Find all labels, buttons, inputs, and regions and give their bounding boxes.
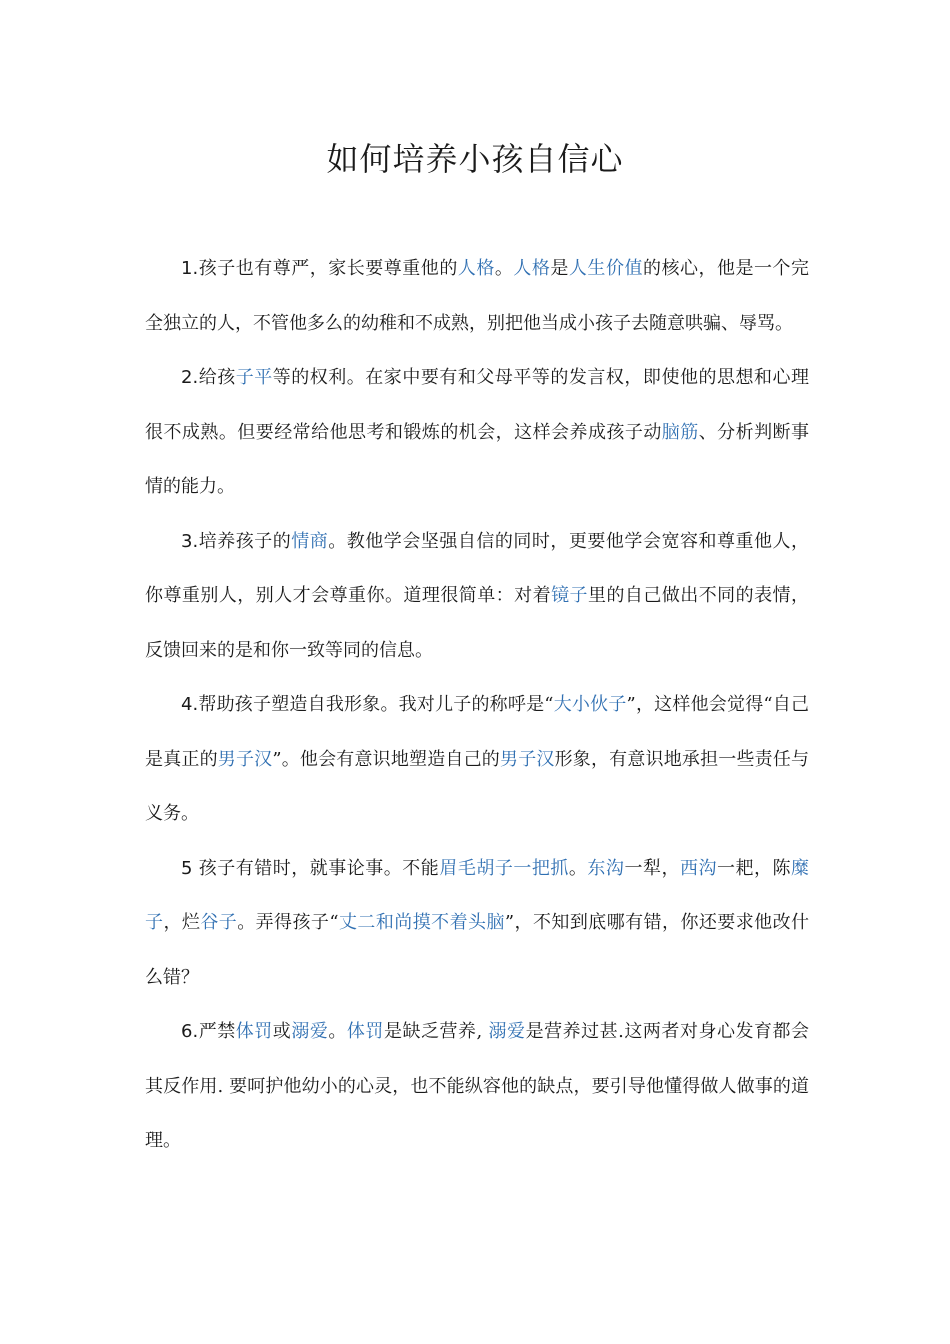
item-number: 6. — [181, 1021, 199, 1042]
keyword-link[interactable]: 子平 — [235, 367, 273, 388]
keyword-link[interactable]: 体罚 — [235, 1021, 273, 1042]
keyword-link[interactable]: 人格 — [457, 258, 495, 279]
keyword-link[interactable]: 丈二和尚摸不着头脑 — [338, 912, 505, 933]
paragraph-text: 、分析判断事情的能力。 — [145, 421, 810, 497]
item-number: 5 — [181, 857, 199, 879]
keyword-link[interactable]: 糜子 — [145, 857, 810, 933]
paragraph-3 — [145, 515, 809, 679]
keyword-link[interactable]: 男子汉 — [217, 748, 273, 770]
paragraph-5 — [145, 842, 809, 1006]
paragraph-1 — [145, 242, 809, 351]
paragraph-text: 一犁， — [624, 857, 680, 879]
item-number: 1. — [181, 258, 199, 279]
keyword-link[interactable]: 镜子 — [551, 585, 588, 606]
paragraph-text: 是缺乏营养, — [383, 1021, 489, 1042]
keyword-link[interactable]: 人格 — [513, 258, 551, 279]
keyword-link[interactable]: 人生价值 — [568, 258, 643, 279]
keyword-link[interactable]: 情商 — [291, 530, 329, 552]
paragraph-text: 培养孩子的 — [198, 530, 292, 552]
document-title: 如何培养小孩自信心 — [326, 140, 624, 178]
item-number: 4. — [181, 694, 199, 715]
item-number: 3. — [181, 530, 199, 552]
paragraph-text: 形象，有意识地承担一些责任与义务。 — [145, 748, 810, 824]
paragraph-text: ，烂 — [163, 912, 201, 933]
paragraph-6 — [145, 1005, 809, 1169]
paragraph-text: 一耙，陈 — [717, 857, 792, 879]
paragraph-text: 帮助孩子塑造自我形象。我对儿子的称呼是“ — [198, 694, 554, 715]
paragraph-text: 等的权利。在家中要有和父母平等的发言权，即使他的思想和心理很不成熟。但要经常给他思考和锻炼的机会，这样会养成孩子动 — [145, 367, 810, 443]
paragraph-text: ”，不知到底哪有错，你还要求他改什么错？ — [145, 912, 810, 988]
paragraph-text: 或 — [272, 1021, 292, 1042]
paragraph-text: 。弄得孩子“ — [237, 912, 339, 933]
keyword-link[interactable]: 溺爱 — [291, 1021, 329, 1042]
keyword-link[interactable]: 大小伙子 — [553, 694, 627, 715]
paragraph-text: 严禁 — [198, 1021, 236, 1042]
paragraph-text: 给孩 — [198, 367, 236, 388]
paragraph-text: 。教他学会坚强自信的同时，更要他学会宽容和尊重他人，你尊重别人，别人才会尊重你。道理很简单：对着 — [145, 530, 810, 606]
paragraph-text: ”。他会有意识地塑造自己的 — [272, 748, 500, 770]
paragraph-4 — [145, 678, 809, 842]
keyword-link[interactable]: 西沟 — [679, 857, 717, 879]
paragraph-text: 孩子也有尊严，家长要尊重他的 — [198, 258, 458, 279]
keyword-link[interactable]: 体罚 — [346, 1021, 384, 1042]
paragraph-text: 孩子有错时，就事论事。不能 — [198, 857, 440, 879]
paragraph-2 — [145, 351, 809, 515]
paragraph-text: 里的自己做出不同的表情，反馈回来的是和你一致等同的信息。 — [145, 585, 810, 661]
paragraph-text: 是营养过甚.这两者对身心发育都会其反作用. 要呵护他幼小的心灵，也不能纵容他的缺点，要引导他懂得做人做事的道理。 — [145, 1021, 810, 1151]
paragraph-text: 。 — [328, 1021, 347, 1042]
keyword-link[interactable]: 溺爱 — [488, 1021, 526, 1042]
keyword-link[interactable]: 东沟 — [587, 857, 625, 879]
keyword-link[interactable]: 男子汉 — [500, 748, 555, 770]
document-body — [145, 242, 809, 1169]
keyword-link[interactable]: 谷子 — [200, 912, 238, 933]
paragraph-text: 。 — [568, 857, 588, 879]
paragraph-text: 的核心，他是一个完全独立的人，不管他多么的幼稚和不成熟，别把他当成小孩子去随意哄骗、辱骂。 — [145, 258, 810, 334]
keyword-link[interactable]: 脑筋 — [661, 421, 699, 443]
paragraph-text: 。 — [494, 258, 514, 279]
paragraph-text: ”，这样他会觉得“自己是真正的 — [145, 694, 810, 770]
item-number: 2. — [181, 367, 199, 388]
keyword-link[interactable]: 眉毛胡子一把抓 — [439, 857, 569, 879]
paragraph-text: 是 — [550, 258, 569, 279]
